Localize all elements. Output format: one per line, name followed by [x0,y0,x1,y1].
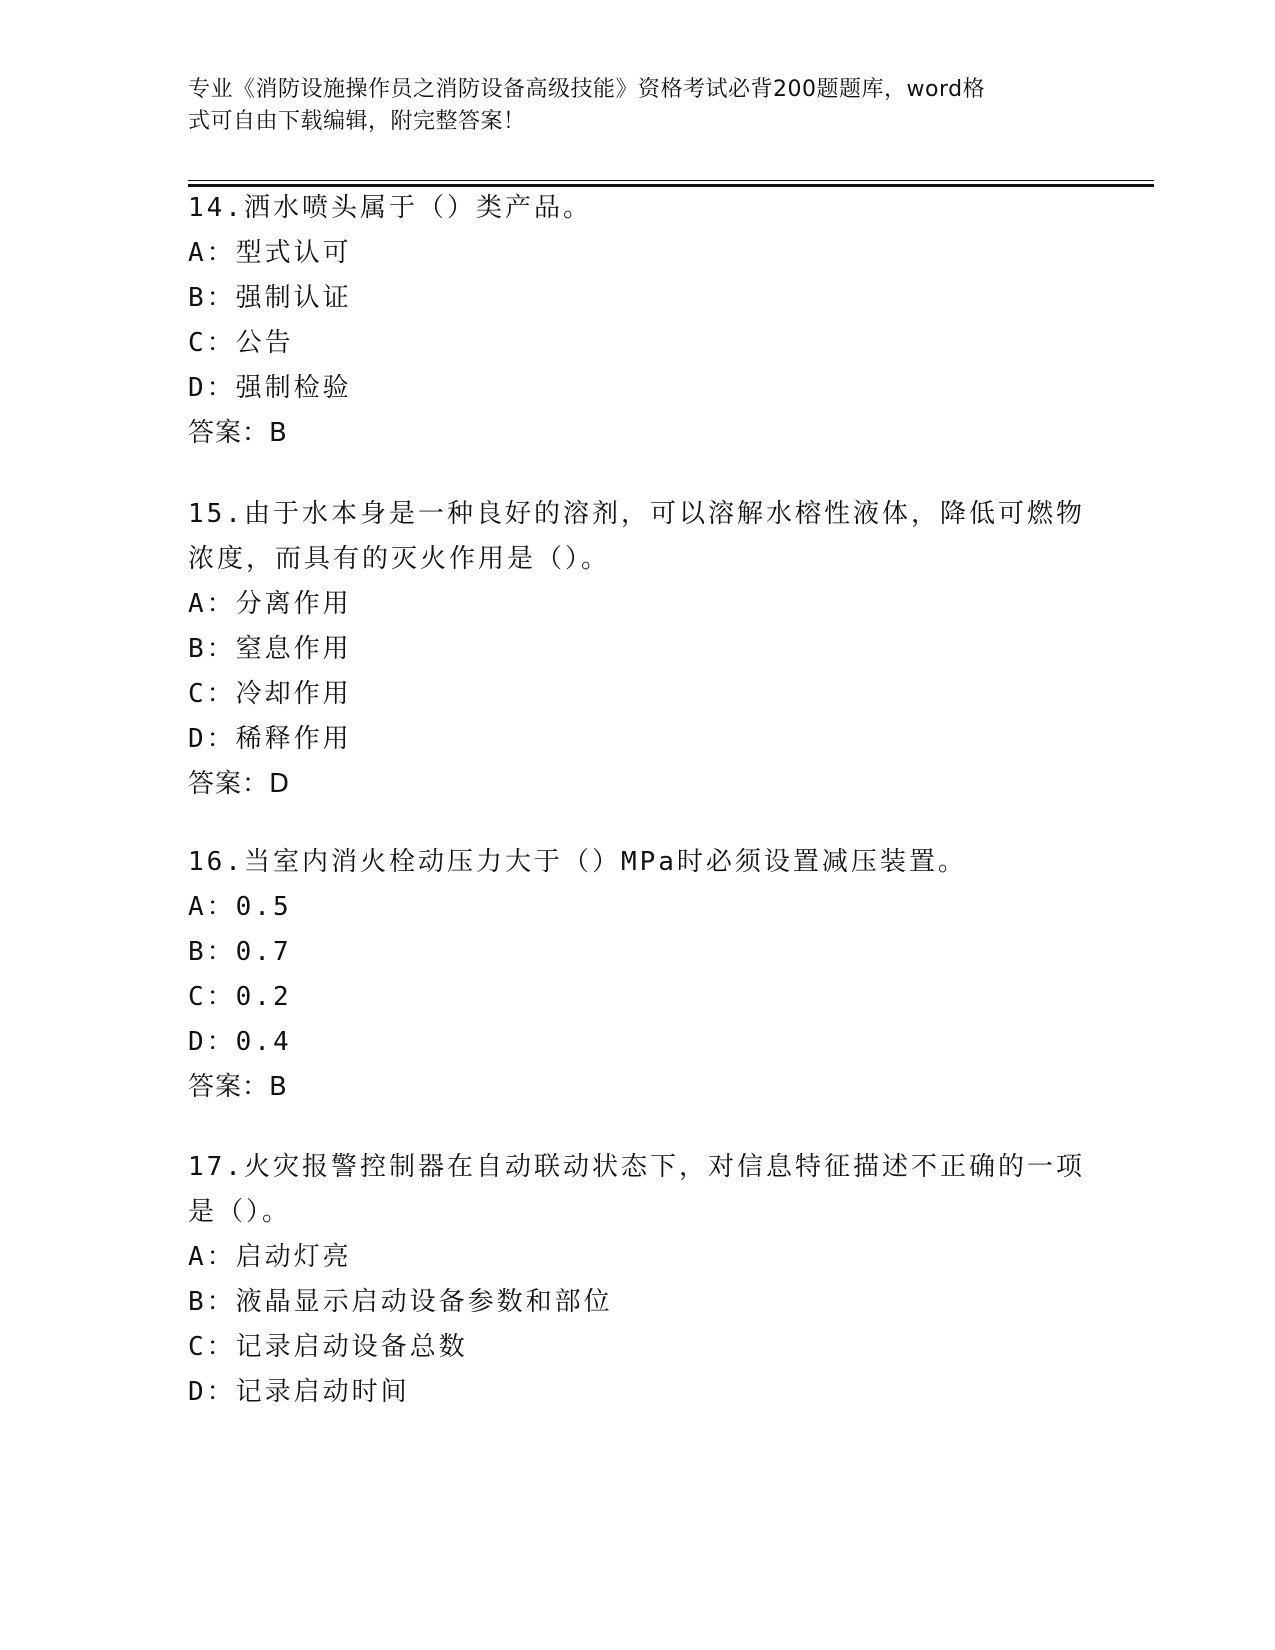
option-c: C：冷却作用 [188,679,352,709]
question-stem-cont: 是（）。 [188,1197,292,1227]
option-c: C：公告 [188,328,294,358]
document-header [188,74,1068,138]
question-16 [188,840,1088,1110]
question-14 [188,186,1088,456]
question-stem-cont: 浓度，而具有的灭火作用是（）。 [188,544,611,574]
option-d: D：强制检验 [188,373,352,403]
answer-line: 答案：B [188,1072,288,1102]
option-a: A：启动灯亮 [188,1242,352,1272]
option-d: D：稀释作用 [188,724,352,754]
option-c: C：0.2 [188,982,292,1012]
option-d: D：0.4 [188,1027,292,1057]
option-b: B：窒息作用 [188,634,352,664]
question-15 [188,492,1088,807]
header-line-2: 式可自由下载编辑，附完整答案！ [188,109,526,134]
option-d: D：记录启动时间 [188,1377,410,1407]
question-17 [188,1145,1088,1415]
answer-line: 答案：D [188,769,291,799]
header-divider-thin [188,180,1154,181]
option-b: B：0.7 [188,937,292,967]
option-b: B：液晶显示启动设备参数和部位 [188,1287,613,1317]
option-a: A：0.5 [188,892,292,922]
question-stem: 14.洒水喷头属于（）类产品。 [188,193,592,223]
option-a: A：分离作用 [188,589,352,619]
option-c: C：记录启动设备总数 [188,1332,468,1362]
question-stem: 16.当室内消火栓动压力大于（）MPa时必须设置减压装置。 [188,847,967,877]
option-b: B：强制认证 [188,283,352,313]
question-stem: 17.火灾报警控制器在自动联动状态下，对信息特征描述不正确的一项 [188,1152,1085,1182]
question-stem: 15.由于水本身是一种良好的溶剂，可以溶解水榕性液体，降低可燃物 [188,499,1085,529]
answer-line: 答案：B [188,418,288,448]
option-a: A：型式认可 [188,238,352,268]
header-line-1: 专业《消防设施操作员之消防设备高级技能》资格考试必背200题题库，word格 [188,77,986,102]
